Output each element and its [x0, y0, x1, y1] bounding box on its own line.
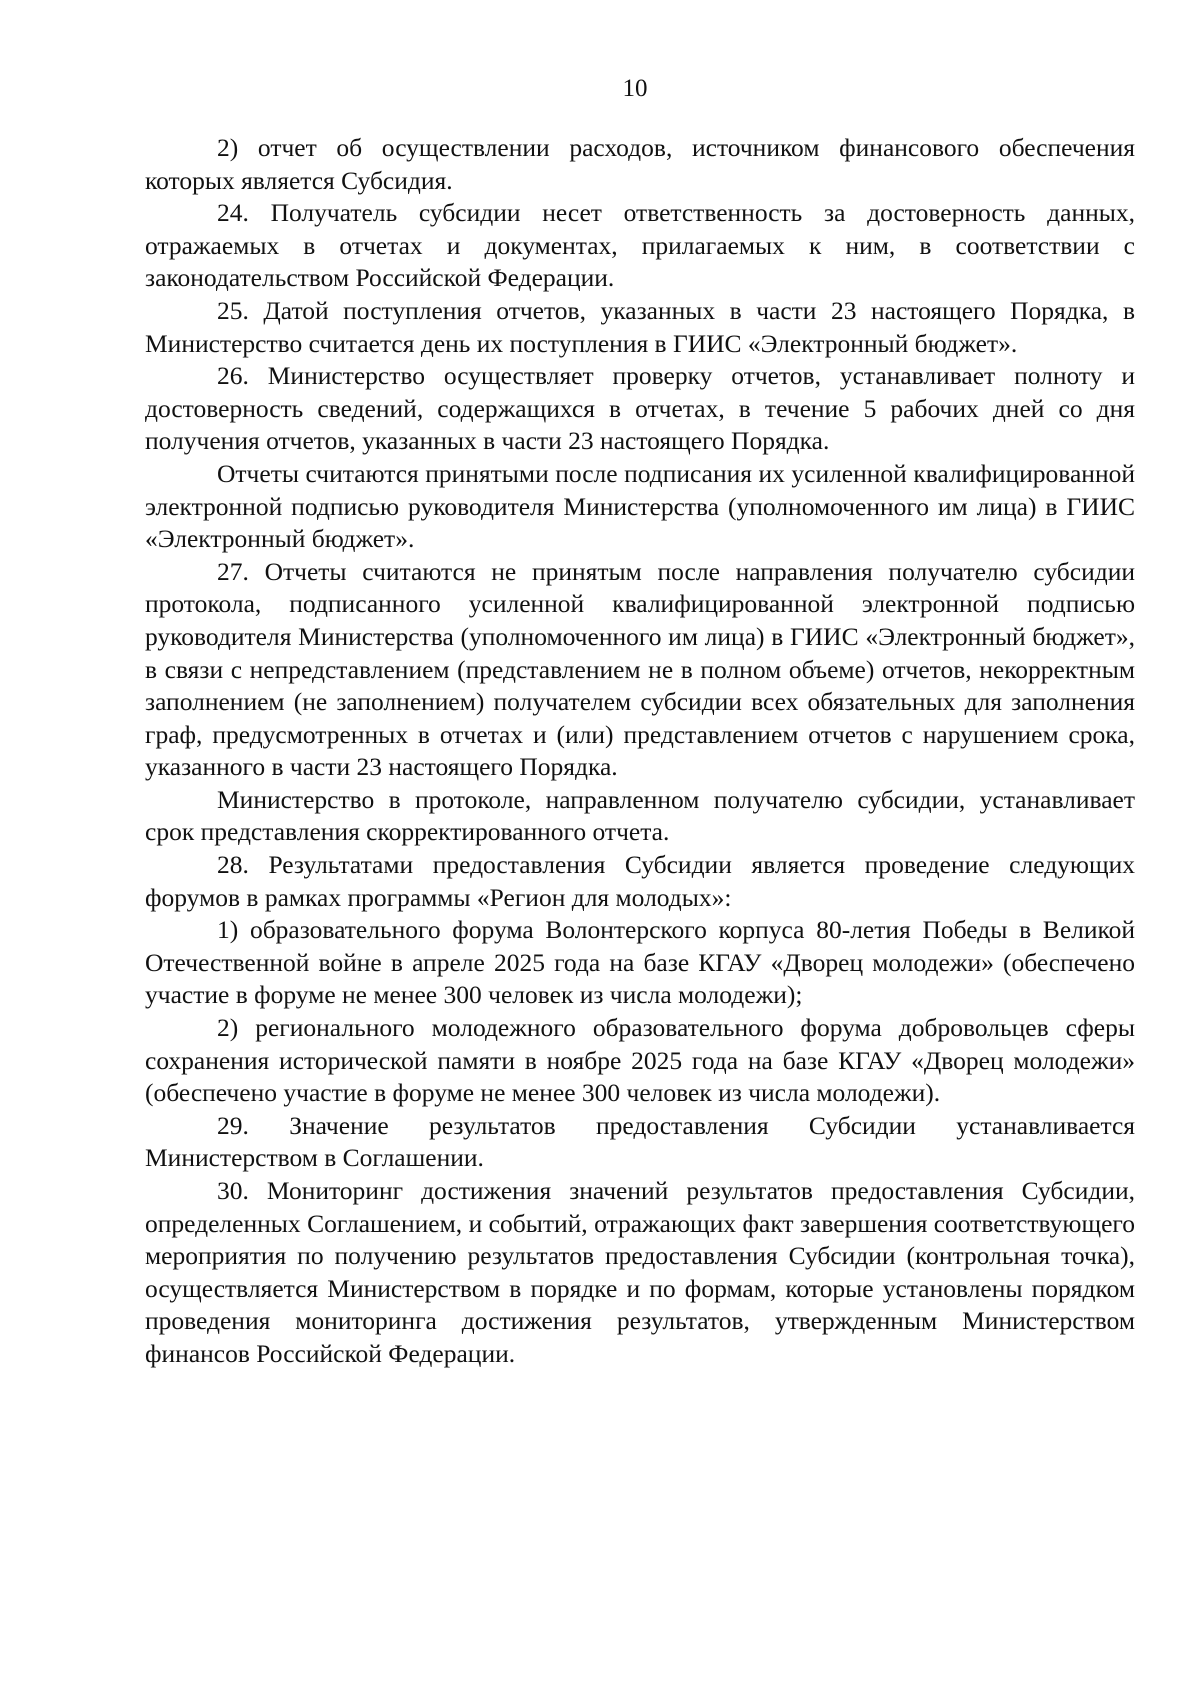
- paragraph-28-item-2: 2) регионального молодежного образовательного форума добровольцев сферы сохранения исторической памяти в ноябре 2025 года на базе КГАУ «Дворец молодежи» (обеспечено участие в форуме не менее 300 человек из числа молодежи).: [145, 1013, 1135, 1108]
- paragraph-24: 24. Получатель субсидии несет ответственность за достоверность данных, отражаемых в отчетах и документах, прилагаемых к ним, в соответствии с законодательством Российской Федерации.: [145, 198, 1135, 293]
- paragraph-29: 29. Значение результатов предоставления Субсидии устанавливается Министерством в Соглашении.: [145, 1110, 1135, 1173]
- paragraph-27: 27. Отчеты считаются не принятым после направления получателю субсидии протокола, подписанного усиленной квалифицированной электронной подписью руководителя Министерства (уполномоченного им лица) в ГИИС «Электронный бюджет», в связи с непредставлением (представлением не в полном объеме) отчетов, некорректным заполнением (не заполнением) получателем субсидии всех обязательных для заполнения граф, предусмотренных в отчетах и (или) представлением отчетов с нарушением срока, указанного в части 23 настоящего Порядка.: [145, 556, 1135, 782]
- paragraph-27-continuation: Министерство в протоколе, направленном получателю субсидии, устанавливает срок представления скорректированного отчета.: [145, 784, 1135, 847]
- paragraph-23-item-2: 2) отчет об осуществлении расходов, источником финансового обеспечения которых является Субсидия.: [145, 133, 1135, 195]
- document-body: [145, 132, 1135, 1371]
- paragraph-26-continuation: Отчеты считаются принятыми после подписания их усиленной квалифицированной электронной подписью руководителя Министерства (уполномоченного им лица) в ГИИС «Электронный бюджет».: [145, 458, 1135, 554]
- paragraph-28: 28. Результатами предоставления Субсидии является проведение следующих форумов в рамках программы «Регион для молодых»:: [145, 850, 1135, 912]
- paragraph-30: 30. Мониторинг достижения значений результатов предоставления Субсидии, определенных Соглашением, и событий, отражающих факт завершения соответствующего мероприятия по получению результатов предоставления Субсидии (контрольная точка), осуществляется Министерством в порядке и по формам, которые установлены порядком проведения мониторинга достижения результатов, утвержденным Министерством финансов Российской Федерации.: [145, 1176, 1135, 1368]
- paragraph-26: 26. Министерство осуществляет проверку отчетов, устанавливает полноту и достоверность сведений, содержащихся в отчетах, в течение 5 рабочих дней со дня получения отчетов, указанных в части 23 настоящего Порядка.: [145, 361, 1135, 456]
- page-number: 10: [622, 75, 648, 102]
- paragraph-25: 25. Датой поступления отчетов, указанных в части 23 настоящего Порядка, в Министерство считается день их поступления в ГИИС «Электронный бюджет».: [145, 295, 1135, 358]
- paragraph-28-item-1: 1) образовательного форума Волонтерского корпуса 80-летия Победы в Великой Отечественной войне в апреле 2025 года на базе КГАУ «Дворец молодежи» (обеспечено участие в форуме не менее 300 человек из числа молодежи);: [145, 915, 1135, 1010]
